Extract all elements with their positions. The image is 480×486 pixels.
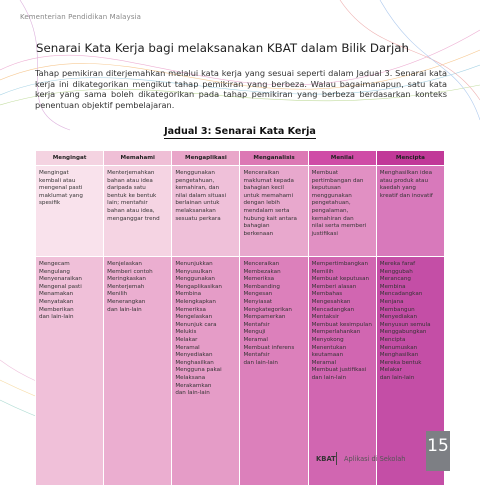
footer-brand: KBAT [316,455,336,463]
page-number: 15 [427,436,449,456]
cell-verbs-menganalisis: Menceraikan Membezakan Memeriksa Membanding Mengesan Menyiasat Mengkategorikan Mempamerkan Mentafsir Menguji Meramal Membuat inferens Mentafsir dan lain-lain [240,257,308,486]
verb-table [35,150,445,486]
table-caption [0,126,480,139]
cell-definition-memahami: Menterjemahkan bahan atau idea daripada satu bentuk ke bentuk lain; mentafsir bahan atau idea, menganggar trend [104,166,172,257]
cell-definition-mencipta: Menghasilkan idea atau produk atau kaedah yang kreatif dan inovatif [376,166,444,257]
header-note: Kementerian Pendidikan Malaysia [20,13,141,21]
cell-definition-menganalisis: Menceraikan maklumat kepada bahagian kecil untuk memahami dengan lebih mendalam serta hubung kait antara bahagian berkenaan [240,166,308,257]
cell-verbs-mencipta: Mereka faraf Menggubah Merancang Membina Mencadangkan Menjana Membangun Menyediakan Menyusun semula Menggabungkan Mencipta Menumuskan Menghasilkan Mereka bentuk Melakar dan lain-lain [376,257,444,486]
header-mencipta: Mencipta [376,151,444,166]
header-memahami: Memahami [104,151,172,166]
cell-verbs-menilai: Mempertimbangkan Memilih Membuat keputusan Memberi alasan Membahas Mengesahkan Mencadangkan Mentaksir Membuat kesimpulan Memperlahankan Menyokong Menentukan keutamaan Meramal Membuat justifikasi dan lain-lain [308,257,376,486]
cell-verbs-mengingat: Mengecam Mengulang Menyenaraikan Mengenal pasti Menamakan Menyatakan Memberikan dan lain-lain [36,257,104,486]
header-menilai: Menilai [308,151,376,166]
table-row-verbs [36,257,445,486]
cell-verbs-mengaplikasi: Menunjukkan Menyusulkan Menggunakan Mengaplikasikan Membina Melengkapkan Memeriksa Mengelaskan Menunjuk cara Melukis Melakar Meramal Menyediakan Menghasilkan Mengguna pakai Melaksana Merakamkan dan lain-lain [172,257,240,486]
footer-divider [336,452,337,465]
page-title: Senarai Kata Kerja bagi melaksanakan KBAT dalam Bilik Darjah [36,41,409,55]
cell-definition-mengaplikasi: Menggunakan pengetahuan, kemahiran, dan nilai dalam situasi berlainan untuk melaksanakan sesuatu perkara [172,166,240,257]
table-row-definitions [36,166,445,257]
cell-definition-menilai: Membuat pertimbangan dan keputusan menggunakan pengetahuan, pengalaman, kemahiran dan nilai serta memberi justifikasi [308,166,376,257]
footer-subtitle: Aplikasi di Sekolah [344,455,406,463]
cell-verbs-memahami: Menjelaskan Memberi contoh Meringkaskan Menterjemah Menilih Menerangkan dan lain-lain [104,257,172,486]
table-caption-text: Jadual 3: Senarai Kata Kerja [164,126,316,137]
intro-paragraph: Tahap pemikiran diterjemahkan melalui kata kerja yang sesuai seperti dalam Jadual 3. Senarai kata kerja ini dikategorikan mengikut tahap pemikiran yang berbeza. Walau bagaimanapun, satu kata kerja yang sama boleh dikategorikan pada tahap pemikiran yang berbeza berdasarkan konteks penentuan objektif pembelajaran. [35,68,447,110]
header-mengingat: Mengingat [36,151,104,166]
header-menganalisis: Menganalisis [240,151,308,166]
table-header-row [36,151,445,166]
header-mengaplikasi: Mengaplikasi [172,151,240,166]
cell-definition-mengingat: Mengingat kembali atau mengenal pasti maklumat yang spesifik [36,166,104,257]
